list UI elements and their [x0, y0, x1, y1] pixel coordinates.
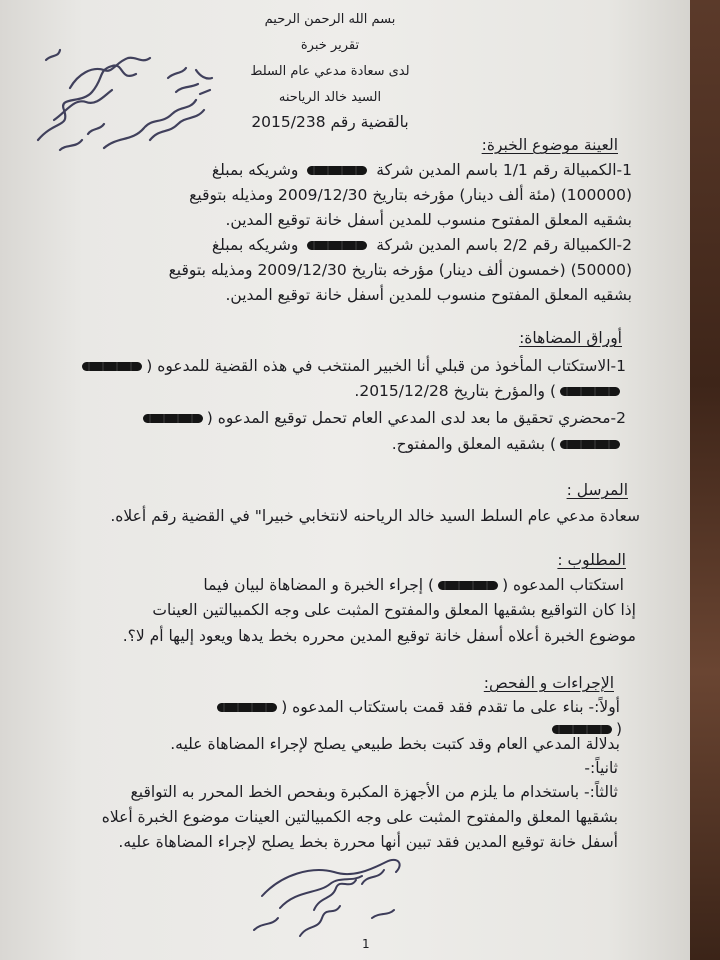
request-heading: المطلوب :: [557, 551, 626, 569]
procedure-third-line-3: أسفل خانة توقيع المدين فقد تبين أنها محررة بخط يصلح لإجراء المضاهاة عليه.: [118, 833, 618, 851]
procedure-first-line-1: أولاً:- بناء على ما تقدم فقد قمت باستكتاب المدعوه (: [213, 697, 620, 717]
procedure-first-line-3: بدلالة المدعي العام وقد كتبت بخط طبيعي يصلح لإجراء المضاهاة عليه.: [170, 735, 620, 753]
addressee-name: السيد خالد الرياحنه: [278, 90, 382, 105]
basmala: بسم الله الرحمن الرحيم: [264, 12, 396, 27]
procedures-heading: الإجراءات و الفحص:: [483, 674, 614, 692]
attachment-1-line-2: ) والمؤرخ بتاريخ 2015/12/28.: [354, 381, 624, 401]
procedure-third-line-2: بشقيها المعلق والمفتوح المثبت على وجه الكمبيالتين العينات موضوع الخبرة أعلاه: [101, 808, 618, 826]
sample-item-1-line-3: بشقيه المعلق المفتوح منسوب للمدين أسفل خانة توقيع المدين.: [225, 211, 632, 229]
request-line-2: إذا كان التواقيع بشقيها المعلق والمفتوح المثبت على وجه الكمبيالتين العينات: [152, 601, 636, 619]
sample-item-2-line-2: (50000) (خمسون ألف دينار) مؤرخه بتاريخ 2009/12/30 ومذيله بتوقيع: [168, 261, 632, 279]
request-line-1: استكتاب المدعوه () إجراء الخبرة و المضاهاة لبيان فيما: [203, 576, 624, 594]
sample-item-1-line-2: (100000) (مئة ألف دينار) مؤرخه بتاريخ 2009/12/30 ومذيله بتوقيع: [189, 186, 632, 204]
procedure-second: ثانياً:-: [584, 759, 618, 777]
attachment-1-line-1: 1-الاستكتاب المأخوذ من قبلي أنا الخبير المنتخب في هذه القضية للمدعوه (: [78, 356, 626, 376]
attachments-heading: أوراق المضاهاة:: [519, 329, 622, 347]
table-surface-edge: [690, 0, 720, 960]
attachment-2-line-1: 2-محضري تحقيق ما بعد لدى المدعي العام تحمل توقيع المدعوه (: [139, 408, 626, 428]
report-title: تقرير خبرة: [300, 38, 360, 53]
sample-heading: العينة موضوع الخبرة:: [481, 136, 618, 154]
signature: [254, 860, 400, 936]
handwritten-note: [38, 50, 212, 150]
sample-item-2-line-1: 2-الكمبيالة رقم 2/2 باسم المدين شركة وشريكه بمبلغ: [211, 236, 632, 254]
sender-line: سعادة مدعي عام السلط السيد خالد الرياحنه لانتخابي خبيرا" في القضية رقم أعلاه.: [110, 507, 640, 525]
attachment-2-line-2: ) بشقيه المعلق والمفتوح.: [392, 434, 624, 454]
procedure-third-line-1: ثالثاً:- باستخدام ما يلزم من الأجهزة المكبرة وبفحص الخط المحرر به التواقيع: [130, 783, 618, 801]
request-line-3: موضوع الخبرة أعلاه أسفل خانة توقيع المدين محرره بخط يدها ويعود إليها أم لا؟.: [122, 627, 636, 645]
case-number: بالقضية رقم 2015/238: [251, 113, 409, 131]
sender-heading: المرسل :: [566, 481, 628, 499]
page-number: 1: [362, 937, 370, 951]
sample-item-1-line-1: 1-الكمبيالة رقم 1/1 باسم المدين شركة وشريكه بمبلغ: [211, 161, 632, 179]
sample-item-2-line-3: بشقيه المعلق المفتوح منسوب للمدين أسفل خانة توقيع المدين.: [225, 286, 632, 304]
procedure-first-line-2: ): [548, 719, 622, 739]
addressee: لدى سعادة مدعي عام السلط: [250, 64, 410, 79]
